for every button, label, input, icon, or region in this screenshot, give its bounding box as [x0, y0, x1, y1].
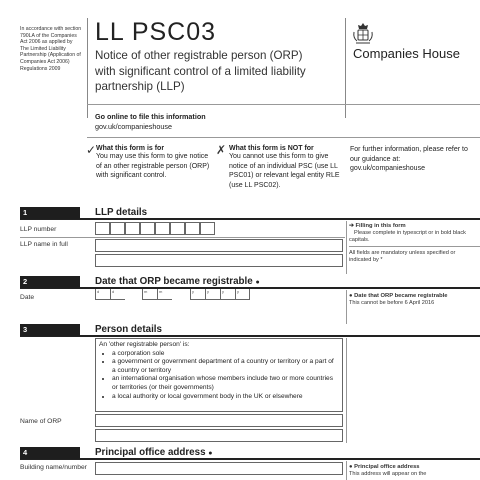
side-note: [349, 464, 479, 478]
date-box-day[interactable]: d: [95, 289, 110, 300]
side-divider: [346, 290, 347, 324]
llp-number-field[interactable]: [95, 222, 215, 235]
section-rule: [20, 218, 480, 220]
date-box-year[interactable]: y: [220, 289, 235, 300]
date-box-year[interactable]: y: [205, 289, 220, 300]
date-field[interactable]: [95, 289, 255, 301]
char-box[interactable]: [125, 222, 140, 235]
char-box[interactable]: [155, 222, 170, 235]
char-box[interactable]: [185, 222, 200, 235]
section-rule: [20, 458, 480, 460]
side-text: Please complete in typescript or in bold black capitals.: [349, 230, 466, 243]
field-label: LLP name in full: [20, 241, 68, 248]
side-note-mandatory: All fields are mandatory unless specified or indicated by *: [349, 250, 456, 263]
llp-name-input-line2[interactable]: [95, 254, 343, 267]
date-box-month[interactable]: m: [157, 289, 172, 300]
info-circle-icon: ●: [208, 450, 213, 457]
llp-name-input[interactable]: [95, 239, 343, 252]
row-divider: [20, 237, 345, 238]
side-text: This address will appear on the: [349, 471, 427, 477]
info-column-guidance: [350, 145, 468, 174]
info-circle-icon: ●: [255, 279, 260, 286]
divider: [87, 104, 480, 105]
side-divider: [346, 338, 347, 443]
section-title: Person details: [95, 324, 162, 335]
date-box-year[interactable]: y: [235, 289, 250, 300]
side-heading-text: Date that ORP became registrable: [354, 293, 448, 299]
legal-reference: In accordance with section 790LA of the Companies Act 2006 as applied by The Limited Liability Partnership (Application of Companies Act 2006) Regulations 2009: [20, 26, 82, 72]
side-heading: ● Date that ORP became registrable: [349, 293, 448, 299]
info-column-not-for: [229, 145, 341, 190]
section-title: [95, 447, 213, 458]
section-title: LLP details: [95, 207, 148, 218]
list-item: • a government or government department of a country or territory or a part of a country or territory: [112, 358, 339, 375]
cross-icon: ✗: [216, 143, 227, 157]
definition-intro: An 'other registrable person' is:: [99, 341, 190, 348]
side-heading-text: Filling in this form: [355, 223, 406, 229]
list-item: • an international organisation whose members include two or more countries or territories (or their governments): [112, 375, 339, 392]
orp-name-input-line2[interactable]: [95, 429, 343, 442]
royal-crest-icon: [352, 22, 374, 46]
section-number: 2: [20, 276, 80, 288]
header-divider-right: [345, 18, 346, 118]
building-input[interactable]: [95, 462, 343, 475]
header-divider: [87, 18, 88, 118]
info-column-for: [96, 145, 214, 181]
list-item: • a corporation sole: [112, 350, 339, 359]
char-box[interactable]: [170, 222, 185, 235]
section-number: 3: [20, 324, 80, 336]
list-item: • a local authority or local government body in the UK or elsewhere: [112, 393, 339, 402]
orp-definition-box: [95, 338, 343, 412]
side-heading: ● Principal office address: [349, 464, 420, 470]
field-label: Name of ORP: [20, 418, 62, 425]
field-label: Building name/number: [20, 464, 87, 471]
section-number: 1: [20, 207, 80, 219]
side-text: This cannot be before 6 April 2016: [349, 300, 435, 306]
info-text: You may use this form to give notice of an other registrable person (ORP) with significant control.: [96, 153, 210, 179]
section-rule: [20, 335, 480, 337]
side-divider: [346, 461, 347, 480]
divider: [87, 137, 480, 138]
side-divider: [349, 246, 480, 247]
brand-name: Companies House: [353, 46, 460, 61]
info-heading: What this form is NOT for: [229, 145, 314, 152]
section-number: 4: [20, 447, 80, 459]
side-note: [349, 293, 479, 307]
char-box[interactable]: [140, 222, 155, 235]
side-heading-text: Principal office address: [354, 464, 420, 470]
char-box[interactable]: [200, 222, 215, 235]
side-note: [349, 223, 479, 244]
online-heading: Go online to file this information: [95, 112, 206, 121]
section-title-text: Principal office address: [95, 447, 206, 458]
info-heading: What this form is for: [96, 145, 165, 152]
date-box-day[interactable]: d: [110, 289, 125, 300]
info-text: For further information, please refer to our guidance at: gov.uk/companieshouse: [350, 146, 468, 172]
orp-name-input[interactable]: [95, 414, 343, 427]
online-url[interactable]: gov.uk/companieshouse: [95, 122, 172, 131]
info-text: You cannot use this form to give notice of an individual PSC (use LL PSC01) or relevant legal entity RLE (use LL PSC02).: [229, 153, 340, 189]
section-title: [95, 276, 260, 287]
form-code: LL PSC03: [95, 18, 217, 46]
char-box[interactable]: [95, 222, 110, 235]
field-label: LLP number: [20, 226, 57, 233]
section-title-text: Date that ORP became registrable: [95, 276, 253, 287]
form-title: Notice of other registrable person (ORP) with significant control of a limited liability partnership (LLP): [95, 49, 306, 93]
definition-list: [99, 350, 339, 402]
check-icon: ✓: [86, 143, 97, 157]
date-box-month[interactable]: m: [142, 289, 157, 300]
side-divider: [346, 221, 347, 274]
date-box-year[interactable]: y: [190, 289, 205, 300]
side-heading: ➔ Filling in this form: [349, 223, 406, 229]
field-label: Date: [20, 294, 35, 301]
char-box[interactable]: [110, 222, 125, 235]
